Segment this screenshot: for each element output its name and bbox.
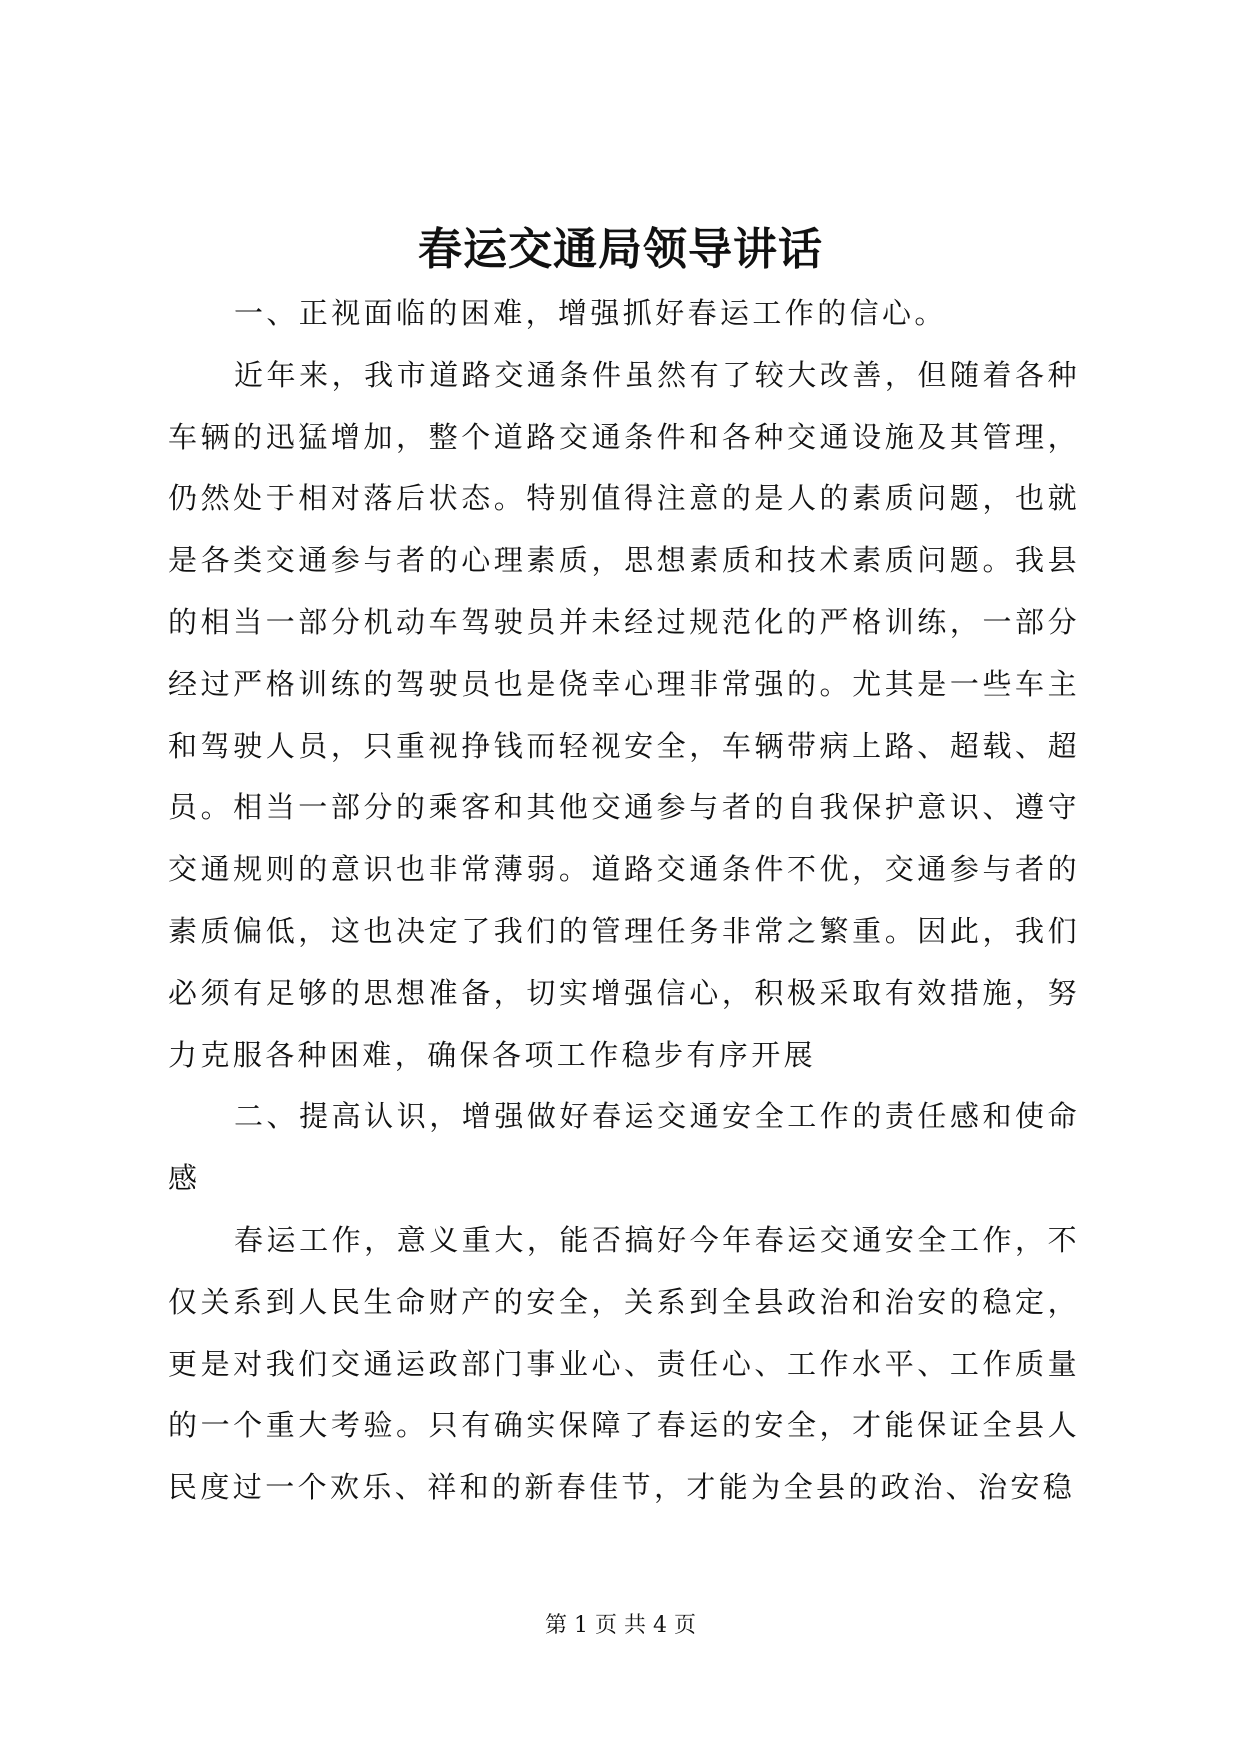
paragraph-section-1-heading: 一、正视面临的困难，增强抓好春运工作的信心。: [234, 296, 947, 330]
document-title: 春运交通局领导讲话: [418, 224, 823, 275]
paragraph-section-2-heading: 二、提高认识，增强做好春运交通安全工作的责任感和使命感: [168, 1099, 1080, 1196]
document-body: [168, 283, 1080, 1519]
paragraph-section-2-body: 春运工作，意义重大，能否搞好今年春运交通安全工作，不仅关系到人民生命财产的安全，关系到全县政治和治安的稳定，更是对我们交通运政部门事业心、责任心、工作水平、工作质量的一个重大考验。只有确实保障了春运的安全，才能保证全县人民度过一个欢乐、祥和的新春佳节，才能为全县的政治、治安稳: [168, 1222, 1080, 1505]
page-number-footer: 第 1 页 共 4 页: [545, 1613, 696, 1638]
paragraph-section-1-body: 近年来，我市道路交通条件虽然有了较大改善，但随着各种车辆的迅猛增加，整个道路交通条件和各种交通设施及其管理，仍然处于相对落后状态。特别值得注意的是人的素质问题，也就是各类交通参与者的心理素质，思想素质和技术素质问题。我县的相当一部分机动车驾驶员并未经过规范化的严格训练，一部分经过严格训练的驾驶员也是侥幸心理非常强的。尤其是一些车主和驾驶人员，只重视挣钱而轻视安全，车辆带病上路、超载、超员。相当一部分的乘客和其他交通参与者的自我保护意识、遵守交通规则的意识也非常薄弱。道路交通条件不优，交通参与者的素质偏低，这也决定了我们的管理任务非常之繁重。因此，我们必须有足够的思想准备，切实增强信心，积极采取有效措施，努力克服各种困难，确保各项工作稳步有序开展: [168, 357, 1080, 1072]
